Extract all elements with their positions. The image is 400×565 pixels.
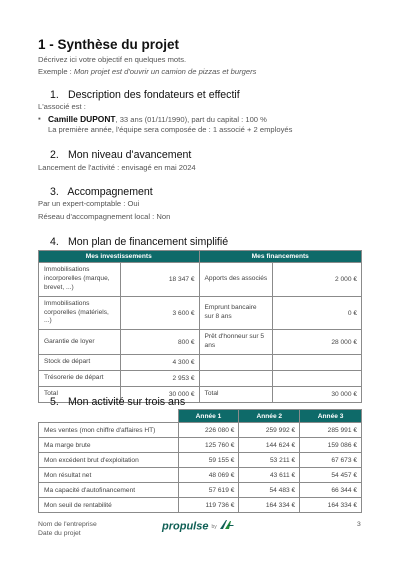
year-1-header: Année 1 [178,410,239,423]
investment-total-label: Total [39,386,121,402]
investment-label: Immobilisations incorporelles (marque, brevet, ...) [39,263,121,297]
table-row [39,483,362,498]
activity-value: 48 069 € [178,468,239,483]
activity-row-label: Mon excédent brut d'exploitation [39,453,179,468]
investment-label: Immobilisations corporelles (matériels, ...) [39,296,121,330]
page-number: 3 [357,521,361,528]
section-2-title: Mon niveau d'avancement [67,149,192,161]
founder-details: , 33 ans (01/11/1990), part du capital : 100 % [115,115,267,124]
section-4-heading [50,236,228,248]
founder-line [48,114,267,124]
logo-by: by [211,523,217,530]
section-2-number: 2. [50,149,59,161]
section-4-title: Mon plan de financement simplifié [67,236,229,248]
intro-example [38,67,256,76]
activity-value: 59 155 € [178,453,239,468]
investment-value: 18 347 € [120,263,199,297]
table-row [39,296,362,330]
activity-row-label: Ma marge brute [39,438,179,453]
example-label: Exemple : [38,67,74,76]
activity-value: 285 991 € [300,423,362,438]
section-1-title: Description des fondateurs et effectif [67,89,240,101]
propulse-logo [162,519,235,534]
section-5-heading [50,396,185,408]
activity-value: 259 992 € [239,423,300,438]
investment-value: 2 953 € [120,371,199,387]
credit-agricole-logo-icon [219,519,235,534]
activity-row-label: Mon résultat net [39,468,179,483]
logo-text: propulse [162,520,209,533]
activity-value: 67 673 € [300,453,362,468]
investment-label: Trésorerie de départ [39,371,121,387]
activity-value: 53 211 € [239,453,300,468]
investment-value: 4 300 € [120,355,199,371]
investment-label: Garantie de loyer [39,330,121,355]
activity-value: 43 611 € [239,468,300,483]
activity-row-label: Ma capacité d'autofinancement [39,483,179,498]
footer-company-name: Nom de l'entreprise [38,521,97,528]
investment-value: 800 € [120,330,199,355]
support-accountant: Par un expert-comptable : Oui [38,199,140,208]
table-row [39,371,362,387]
activity-value: 57 619 € [178,483,239,498]
financing-total-label: Total [199,386,273,402]
financing-value: 28 000 € [273,330,362,355]
section-3-number: 3. [50,186,59,198]
activity-row-label: Mon seuil de rentabilité [39,498,179,513]
bullet-marker: ▪ [38,114,41,123]
table-row [39,355,362,371]
section-1-heading [50,89,240,101]
financing-value: 0 € [273,296,362,330]
year-2-header: Année 2 [239,410,300,423]
activity-value: 159 086 € [300,438,362,453]
table-row [39,263,362,297]
activity-row-label: Mes ventes (mon chiffre d'affaires HT) [39,423,179,438]
table-row [39,498,362,513]
section-4-number: 4. [50,236,59,248]
investment-total-value: 30 000 € [120,386,199,402]
activity-corner [39,410,179,423]
founder-name: Camille DUPONT [48,114,116,124]
financing-value [273,355,362,371]
financing-label: Prêt d'honneur sur 5 ans [199,330,273,355]
financing-value: 2 000 € [273,263,362,297]
support-network: Réseau d'accompagnement local : Non [38,212,171,221]
investments-header: Mes investissements [39,251,200,263]
table-row [39,438,362,453]
page-title: 1 - Synthèse du projet [38,37,180,52]
table-row [39,453,362,468]
activity-value: 119 736 € [178,498,239,513]
investment-value: 3 600 € [120,296,199,330]
activity-value: 125 760 € [178,438,239,453]
activity-value: 164 334 € [239,498,300,513]
financing-value [273,371,362,387]
financing-total-value: 30 000 € [273,386,362,402]
financing-label: Emprunt bancaire sur 8 ans [199,296,273,330]
section-5-number: 5. [50,396,59,408]
section-2-heading [50,149,191,161]
financing-table [38,250,362,403]
example-text: Mon projet est d'ouvrir un camion de pizzas et burgers [73,67,257,76]
activity-value: 66 344 € [300,483,362,498]
table-row [39,468,362,483]
activity-value: 144 624 € [239,438,300,453]
activity-table [38,409,362,513]
year-3-header: Année 3 [300,410,362,423]
table-row [39,330,362,355]
financing-label [199,371,273,387]
table-row [39,423,362,438]
financing-header: Mes financements [199,251,361,263]
investment-label: Stock de départ [39,355,121,371]
activity-value: 54 457 € [300,468,362,483]
footer-project-date: Date du projet [38,529,81,537]
footer-info [38,521,97,539]
section-3-heading [50,186,153,198]
section-5-title: Mon activité sur trois ans [67,396,186,408]
financing-label: Apports des associés [199,263,273,297]
progress-text: Lancement de l'activité : envisagé en mai 2024 [38,163,196,172]
activity-value: 226 080 € [178,423,239,438]
financing-label [199,355,273,371]
activity-value: 54 483 € [239,483,300,498]
activity-value: 164 334 € [300,498,362,513]
team-composition: La première année, l'équipe sera composée de : 1 associé + 2 employés [48,125,293,134]
intro-prompt: Décrivez ici votre objectif en quelques mots. [38,55,187,64]
founders-label: L'associé est : [38,102,86,111]
section-1-number: 1. [50,89,59,101]
section-3-title: Accompagnement [67,186,153,198]
